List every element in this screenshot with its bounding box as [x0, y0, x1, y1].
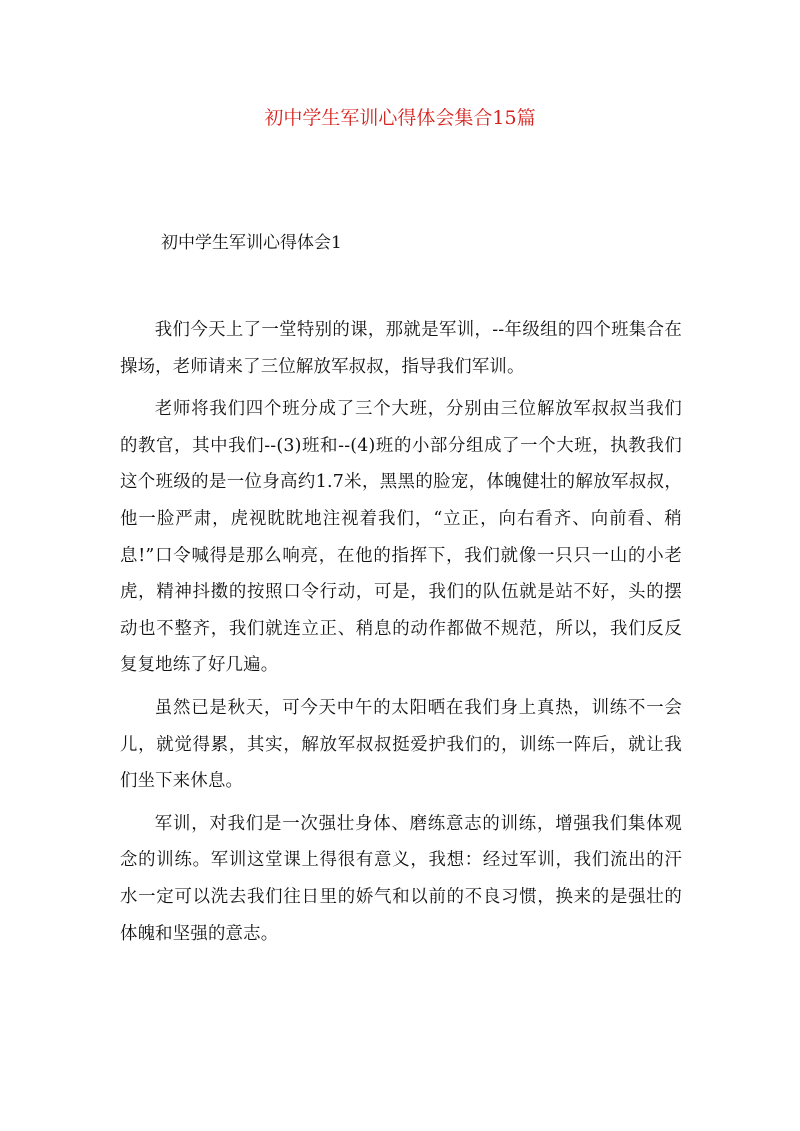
document-body — [120, 312, 682, 958]
paragraph-4: 军训，对我们是一次强壮身体、磨练意志的训练，增强我们集体观念的训练。军训这堂课上得很有意义，我想：经过军训，我们流出的汗水一定可以洗去我们往日里的娇气和以前的不良习惯，换来的是强壮的体魄和坚强的意志。 — [120, 813, 682, 944]
paragraph-2: 老师将我们四个班分成了三个大班，分别由三位解放军叔叔当我们的教官，其中我们--(3)班和--(4)班的小部分组成了一个大班，执教我们这个班级的是一位身高约1.7米，黑黑的脸宠，体魄健壮的解放军叔叔，他一脸严肃，虎视眈眈地注视着我们，“立正，向右看齐、向前看、稍息!”口令喊得是那么响亮，在他的指挥下，我们就像一只只一山的小老虎，精神抖擞的按照口令行动，可是，我们的队伍就是站不好，头的摆动也不整齐，我们就连立正、稍息的动作都做不规范，所以，我们反反复复地练了好几遍。 — [120, 399, 682, 676]
paragraph-1: 我们今天上了一堂特别的课，那就是军训，--年级组的四个班集合在操场，老师请来了三位解放军叔叔，指导我们军训。 — [120, 320, 682, 377]
section-heading: 初中学生军训心得体会1 — [161, 233, 342, 253]
paragraph-3: 虽然已是秋天，可今天中午的太阳晒在我们身上真热，训练不一会儿，就觉得累，其实，解放军叔叔挺爱护我们的，训练一阵后，就让我们坐下来休息。 — [120, 697, 682, 792]
document-title: 初中学生军训心得体会集合15篇 — [264, 107, 536, 129]
